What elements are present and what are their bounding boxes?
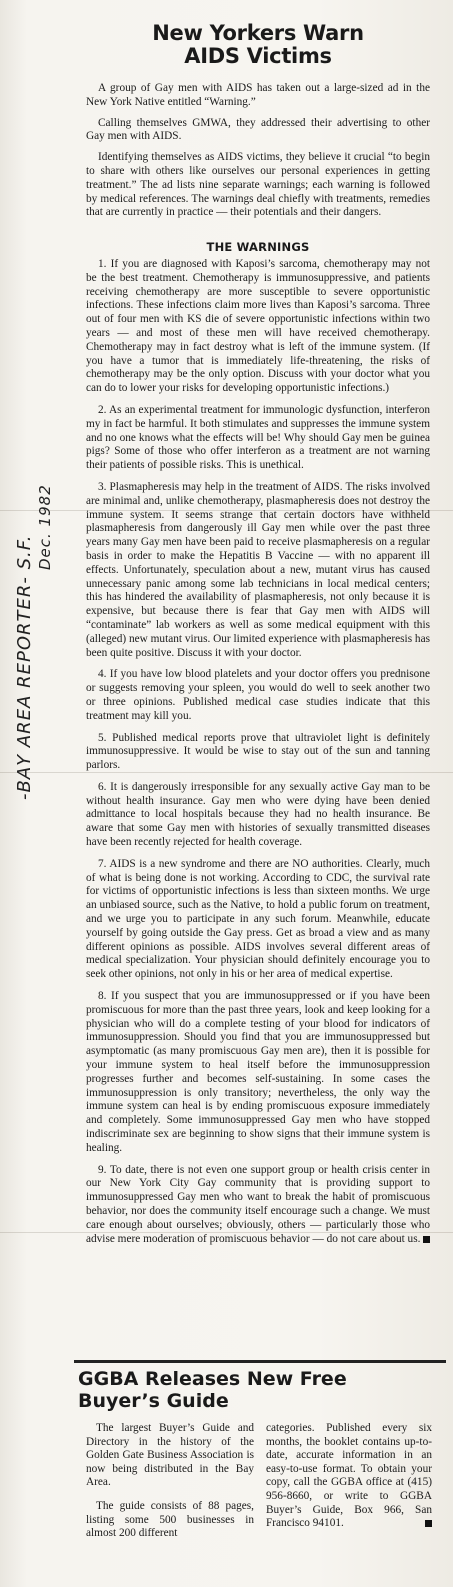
warnings-list [86, 258, 430, 1254]
handwritten-line-1: -BAY AREA REPORTER- S.F. [14, 534, 35, 800]
ggba-paragraph: The guide consists of 88 pages, listing some 500 businesses in almost 200 different [86, 1499, 254, 1540]
headline-line-1: New Yorkers Warn [152, 21, 364, 45]
warning-item-text: 9. To date, there is not even one support group or health crisis center in our New York City Gay community that is providing support to immunosuppressed Gay men who want to break the habit of promiscuous behavior, nor does the community itself encourage such a change. We must care enough about ourselves; obviously, others — particularly those who advise mere moderation of promiscuous behavior — do not care about us. [86, 1163, 430, 1245]
warning-item: 2. As an experimental treatment for immunologic dysfunction, interferon my in fact be harmful. It both stimulates and suppresses the immune system and no one knows what the effects will be! Why should Gay men be guinea pigs? Some of those who offer interferon as a treatment are not warning their patients of possible risks. This is unethical. [86, 403, 430, 472]
intro-paragraph: Identifying themselves as AIDS victims, they believe it crucial “to begin to share with others like ourselves our personal experiences in getting treatment.” The ad lists nine separate warnings; each warning is followed by medical references. The warnings deal chiefly with treatments, remedies that are currently in practice — their potentials and their dangers. [86, 151, 430, 219]
end-mark-icon [425, 1520, 432, 1527]
ggba-headline-line-1: GGBA Releases New Free [78, 1368, 347, 1390]
intro-paragraph: A group of Gay men with AIDS has taken out a large-sized ad in the New York Native entitled “Warning.” [86, 82, 430, 108]
warning-item: 1. If you are diagnosed with Kaposi’s sarcoma, chemotherapy may not be the best treatment. Chemotherapy is immunosuppressive, and patients receiving chemotherapy are more susceptible to severe opportunistic infections. These infections claim more lives than Kaposi’s sarcoma. Three out of four men with KS die of severe opportunistic infections within two years — and most of these men will have received chemotherapy. Chemotherapy may in fact destroy what is left of the immune system. (If you have a tumor that is immediately life-threatening, the risks of chemotherapy may be the only option. Discuss with your doctor what you can do to lower your risks for developing opportunistic infections.) [86, 258, 430, 395]
handwritten-source-note [14, 484, 54, 800]
ggba-paragraph: The largest Buyer’s Guide and Directory in the history of the Golden Gate Business Association is now being distributed in the Bay Area. [86, 1422, 254, 1489]
intro-paragraph: Calling themselves GMWA, they addressed their advertising to other Gay men with AIDS. [86, 116, 430, 143]
article-headline [70, 22, 446, 68]
ggba-paragraph [266, 1422, 432, 1531]
warning-item: 4. If you have low blood platelets and your doctor offers you prednisone or suggests removing your spleen, you would do well to seek another two or three opinions. Published medical case studies indicate that this treatment may kill you. [86, 668, 430, 722]
ggba-right-column [266, 1422, 432, 1541]
section-divider [74, 1360, 446, 1363]
warning-item: 8. If you suspect that you are immunosuppressed or if you have been promiscuous for more than the past three years, look and keep looking for a physician who will do a complete testing of your blood for indicators of immunosuppression. Should you find that you are immunosuppressed but asymptomatic (as many promiscuous Gay men are), then it is possible for your immune system to heal itself before the immunosuppression progresses further and becomes self-sustaining. In some cases the immunosuppression is only transitory; nevertheless, the only way the immune system can heal is by ending promiscuous exposure immediately and completely. Some immunosuppressed Gay men who have stopped indiscriminate sex are beginning to show signs that their immune system is healing. [86, 990, 430, 1154]
ggba-paragraph-text: categories. Published every six months, the booklet contains up-to-date, accurate information in an easy-to-use format. To obtain your copy, call the GGBA office at (415) 956-8660, or write to GGBA Buyer’s Guide, Box 966, San Francisco 94101. [266, 1422, 432, 1530]
ggba-headline-line-2: Buyer’s Guide [78, 1390, 229, 1412]
handwritten-line-2: Dec. 1982 [36, 484, 54, 570]
warning-item [86, 1164, 430, 1247]
headline-line-2: AIDS Victims [184, 44, 332, 68]
warning-item: 3. Plasmapheresis may help in the treatment of AIDS. The risks involved are minimal and, unlike chemotherapy, plasmapheresis does not destroy the immune system. It seems strange that certain doctors have withheld plasmapheresis from dangerously ill Gay men while over the past three years many Gay men have been paid to receive plasmapheresis on a regular basis in order to make the Hepatitis B Vaccine — with no apparent ill effects. Unfortunately, speculation about a new, mutant virus has caused unnecessary panic among some lab technicians in local medical centers; this has hindered the availability of plasmapheresis, not only because it is expensive, but because there is fear that Gay men with AIDS will “contaminate” lab workers as well as some medical equipment with this (alleged) new mutant virus. Our limited experience with plasmapheresis has been quite positive. Discuss it with your doctor. [86, 480, 430, 659]
end-mark-icon [423, 1236, 430, 1243]
ggba-left-column [86, 1422, 254, 1551]
warnings-heading: THE WARNINGS [206, 240, 310, 254]
warning-item: 6. It is dangerously irresponsible for any sexually active Gay man to be without health insurance. Gay men who were dying have been denied admittance to local hospitals because they had no health insurance. Be aware that some Gay men with histories of sexually transmitted diseases have been recently rejected for health coverage. [86, 780, 430, 849]
warning-item: 7. AIDS is a new syndrome and there are NO authorities. Clearly, much of what is being done is not working. According to CDC, the survival rate for victims of opportunistic infections is less than sixteen months. We urge an unbiased source, such as the Native, to hold a public forum on treatment, and we urge you to participate in any such forum. Meanwhile, educate yourself by going outside the Gay press. Get as broad a view and as many different opinions as possible. AIDS involves several different areas of medical specialization. Your physician should definitely encourage you to seek other opinions, not only in his or her area of medical expertise. [86, 857, 430, 981]
warning-item: 5. Published medical reports prove that ultraviolet light is definitely immunosuppressive. It would be wise to stay out of the sun and tanning parlors. [86, 731, 430, 772]
ggba-headline [78, 1368, 438, 1412]
article-intro [86, 82, 430, 227]
